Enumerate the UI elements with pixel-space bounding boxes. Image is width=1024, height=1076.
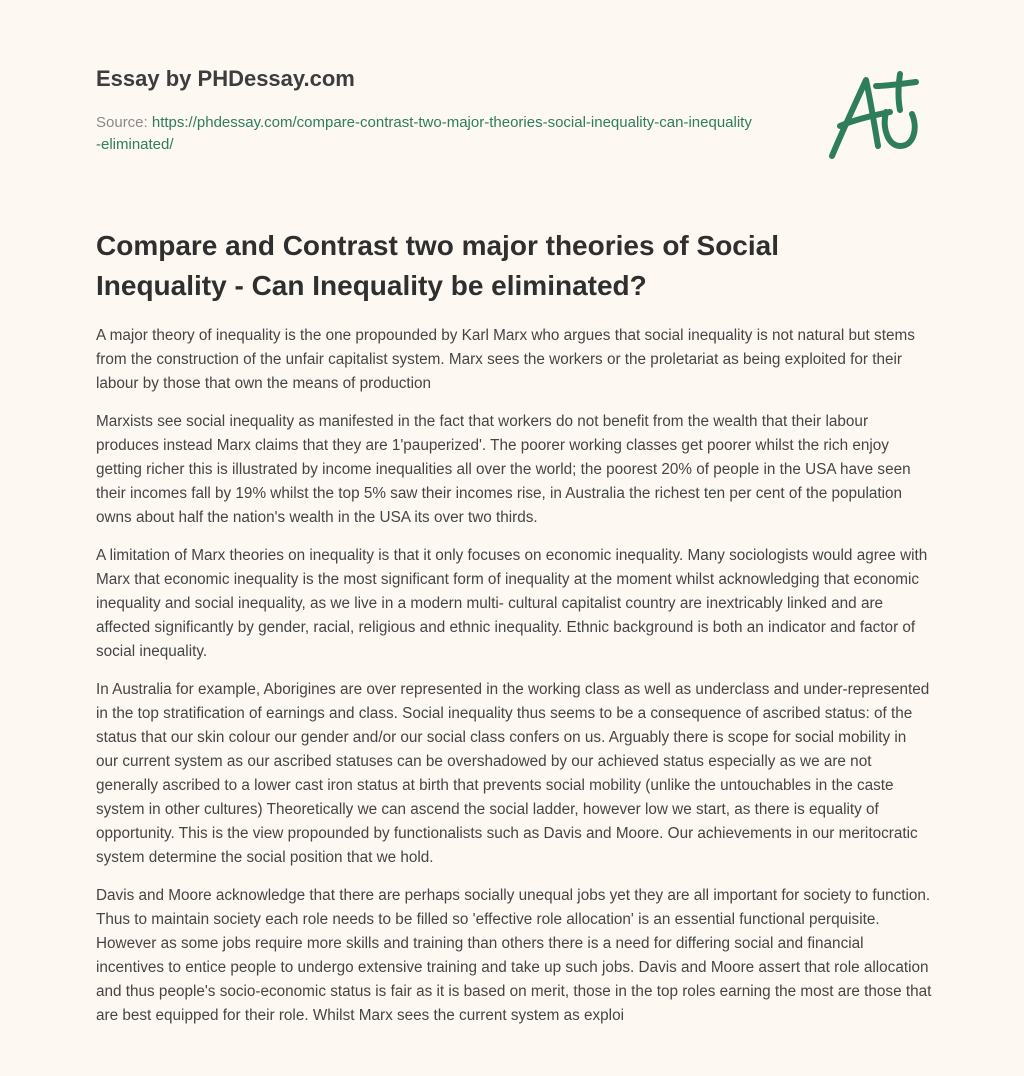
a-plus-grade-icon bbox=[820, 66, 930, 166]
essay-paragraph: In Australia for example, Aborigines are over represented in the working class as well as underclass and under-represented in the top stratification of earnings and class. Social inequality thus seems to be a consequence of ascribed status: of the status that our skin colour our gender and/or our social class confers on us. Arguably there is scope for social mobility in our current system as our ascribed statuses can be overshadowed by our achieved status especially as we are not generally ascribed to a lower cast iron status at birth that prevents social mobility (unlike the untouchables in the caste system in other cultures) Theoretically we can ascend the social ladder, however low we start, as there is equality of opportunity. This is the view propounded by functionalists such as Davis and Moore. Our achievements in our meritocratic system determine the social position that we hold. bbox=[96, 681, 930, 866]
essay-paragraph: A major theory of inequality is the one propounded by Karl Marx who argues that social inequality is not natural but stems from the construction of the unfair capitalist system. Marx sees the workers or the proletariat as being exploited for their labour by those that own the means of production bbox=[96, 327, 915, 392]
essay-body bbox=[96, 324, 932, 1042]
essay-paragraph: Davis and Moore acknowledge that there are perhaps socially unequal jobs yet they are all important for society to function. Thus to maintain society each role needs to be filled so 'effective role allocation' is an essential functional perquisite. However as some jobs require more skills and training than others there is a need for differing social and financial incentives to entice people to undergo extensive training and take up such jobs. Davis and Moore assert that role allocation and thus people's socio-economic status is fair as it is based on merit, those in the top roles earning the most are those that are best equipped for their role. Whilst Marx sees the current system as exploi bbox=[96, 887, 932, 1024]
source-label: Source: bbox=[96, 114, 152, 131]
essay-paragraph: A limitation of Marx theories on inequality is that it only focuses on economic inequality. Many sociologists would agree with Marx that economic inequality is the most significant form of inequality at the moment whilst acknowledging that economic inequality and social inequality, as we live in a modern multi- cultural capitalist country are inextricably linked and are affected significantly by gender, racial, religious and ethnic inequality. Ethnic background is both an indicator and factor of social inequality. bbox=[96, 547, 928, 660]
source-line bbox=[96, 112, 756, 156]
essay-paragraph: Marxists see social inequality as manifested in the fact that workers do not benefit from the wealth that their labour produces instead Marx claims that they are 1'pauperized'. The poorer working classes get poorer whilst the rich enjoy getting richer this is illustrated by income inequalities all over the world; the poorest 20% of people in the USA have seen their incomes fall by 19% whilst the top 5% saw their incomes rise, in Australia the richest ten per cent of the population owns about half the nation's wealth in the USA its over two thirds. bbox=[96, 413, 911, 526]
source-link[interactable]: https://phdessay.com/compare-contrast-two-major-theories-social-inequality-can-inequality-eliminated/ bbox=[96, 114, 752, 153]
site-title: Essay by PHDessay.com bbox=[96, 66, 355, 91]
essay-title: Compare and Contrast two major theories of Social Inequality - Can Inequality be eliminated? bbox=[96, 230, 780, 301]
